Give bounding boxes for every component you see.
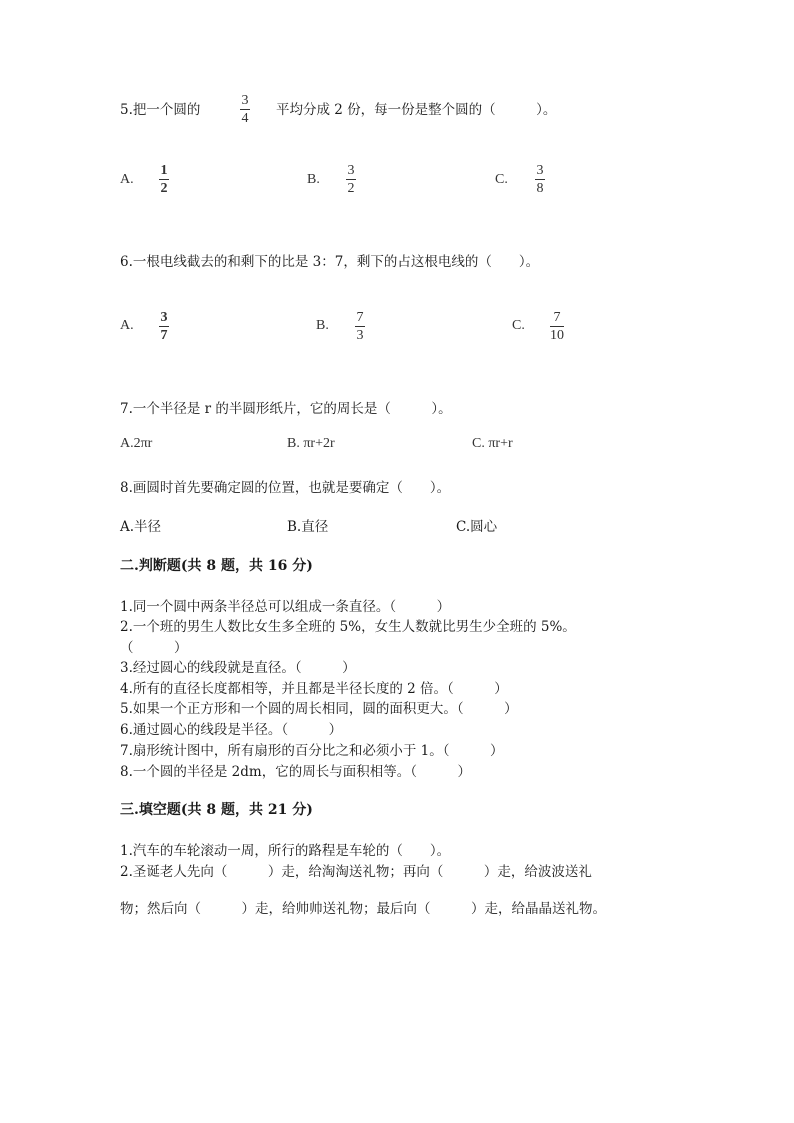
q6-text: 6.一根电线截去的和剩下的比是 3：7，剩下的占这根电线的（ ）。 [120,254,540,270]
denominator: 7 [160,328,168,343]
fill-item-2-cont: 物；然后向（ ）走，给帅帅送礼物；最后向（ ）走，给晶晶送礼物。 [120,901,606,917]
denominator: 3 [356,328,364,343]
q6-option-a-fraction [159,310,169,343]
q5-option-b-letter: B. [307,172,320,187]
q6-option-c-letter: C. [512,318,525,333]
judge-item-6: 6.通过圆心的线段是半径。（ ） [120,722,343,738]
q8-option-a: A.半径 [120,519,162,535]
judge-item-2-paren: （ ） [120,640,188,656]
judge-item-7: 7.扇形统计图中，所有扇形的百分比之和必须小于 1。（ ） [120,743,504,759]
q5-option-c-letter: C. [495,172,508,187]
fill-item-2: 2.圣诞老人先向（ ）走，给淘淘送礼物；再向（ ）走，给波波送礼 [120,864,592,880]
q7-text: 7.一个半径是 r 的半圆形纸片，它的周长是（ ）。 [120,401,452,417]
denominator: 8 [536,181,544,196]
judge-item-2: 2.一个班的男生人数比女生多全班的 5%，女生人数就比男生少全班的 5%。 [120,619,576,635]
numerator: 3 [536,163,544,178]
q5-option-b-fraction [346,163,356,196]
q6-option-c-fraction [550,310,564,343]
q6-option-b-fraction [355,310,365,343]
judge-item-5: 5.如果一个正方形和一个圆的周长相同，圆的面积更大。（ ） [120,701,518,717]
q5-option-c-fraction [535,163,545,196]
judge-item-8: 8.一个圆的半径是 2dm，它的周长与面积相等。（ ） [120,764,471,780]
judge-item-1: 1.同一个圆中两条半径总可以组成一条直径。（ ） [120,599,451,615]
numerator: 3 [347,163,355,178]
fraction-bar [355,326,365,327]
q5-option-a-fraction [159,163,169,196]
numerator: 1 [160,163,168,178]
fraction-bar [346,179,356,180]
q8-option-c: C.圆心 [456,519,498,535]
judge-item-4: 4.所有的直径长度都相等，并且都是半径长度的 2 倍。（ ） [120,681,508,697]
denominator: 2 [160,181,168,196]
fraction-bar [550,326,564,327]
q6-option-a-letter: A. [120,318,134,333]
numerator: 7 [553,310,561,325]
q5-text-post: 平均分成 2 份，每一份是整个圆的（ ）。 [276,102,557,118]
q7-option-b: B. πr+2r [287,436,335,451]
judge-item-3: 3.经过圆心的线段就是直径。（ ） [120,660,356,676]
section-2-title: 二.判断题(共 8 题，共 16 分) [120,558,313,574]
denominator: 2 [347,181,355,196]
q5-fraction [240,93,250,126]
fraction-bar [159,326,169,327]
q6-option-b-letter: B. [316,318,329,333]
q7-option-a: A.2πr [120,436,153,451]
q7-option-c: C. πr+r [472,436,513,451]
denominator: 10 [550,328,564,343]
fraction-bar [159,179,169,180]
numerator: 3 [160,310,168,325]
q5-option-a-letter: A. [120,172,134,187]
fraction-bar [240,109,250,110]
q8-text: 8.画圆时首先要确定圆的位置，也就是要确定（ ）。 [120,480,451,496]
fraction-bar [535,179,545,180]
numerator: 7 [356,310,364,325]
q5-fraction-den: 4 [241,111,249,126]
q5-text-pre: 5.把一个圆的 [120,102,201,118]
section-3-title: 三.填空题(共 8 题，共 21 分) [120,802,313,818]
q8-option-b: B.直径 [287,519,329,535]
fill-item-1: 1.汽车的车轮滚动一周，所行的路程是车轮的（ ）。 [120,843,451,859]
q5-fraction-num: 3 [241,93,249,108]
